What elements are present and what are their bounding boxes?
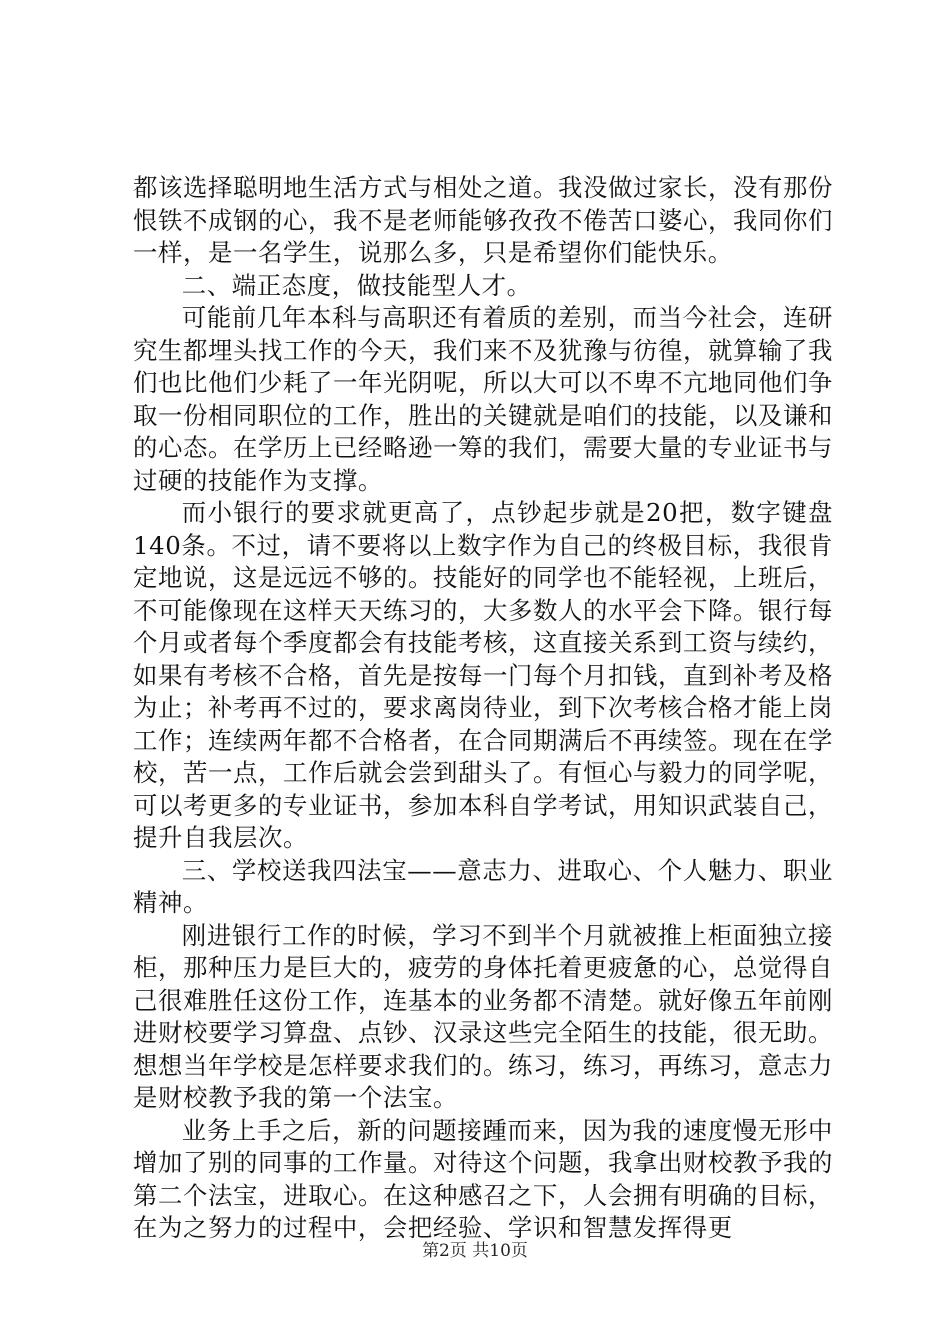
paragraph-4: 而小银行的要求就更高了，点钞起步就是20把，数字键盘140条。不过，请不要将以上数字作为自己的终极目标，我很肯定地说，这是远远不够的。技能好的同学也不能轻视，上班后，不可能像现在这样天天练习的，大多数人的水平会下降。银行每个月或者每个季度都会有技能考核，这直接关系到工资与续约，如果有考核不合格，首先是按每一门每个月扣钱，直到补考及格为止；补考再不过的，要求离岗待业，到下次考核合格才能上岗工作；连续两年都不合格者，在合同期满后不再续签。现在在学校，苦一点，工作后就会尝到甜头了。有恒心与毅力的同学呢，可以考更多的专业证书，参加本科自学考试，用知识武装自己，提升自我层次。 — [133, 498, 833, 852]
page-number-footer: 第2页 共10页 — [422, 1241, 528, 1261]
paragraph-1: 都该选择聪明地生活方式与相处之道。我没做过家长，没有那份恨铁不成钢的心，我不是老师能够孜孜不倦苦口婆心，我同你们一样，是一名学生，说那么多，只是希望你们能快乐。 — [133, 173, 833, 267]
paragraph-6: 刚进银行工作的时候，学习不到半个月就被推上柜面独立接柜，那种压力是巨大的，疲劳的身体托着更疲惫的心，总觉得自己很难胜任这份工作，连基本的业务都不清楚。就好像五年前刚进财校要学习算盘、点钞、汉录这些完全陌生的技能，很无助。想想当年学校是怎样要求我们的。练习，练习，再练习，意志力是财校教予我的第一个法宝。 — [133, 920, 833, 1112]
section-heading-3: 三、学校送我四法宝——意志力、进取心、个人魅力、职业精神。 — [133, 855, 833, 917]
document-body — [133, 172, 833, 1245]
section-heading-2: 二、端正态度，做技能型人才。 — [181, 270, 532, 300]
paragraph-3: 可能前几年本科与高职还有着质的差别，而当今社会，连研究生都埋头找工作的今天，我们来不及犹豫与彷徨，就算输了我们也比他们少耗了一年光阴呢，所以大可以不卑不亢地同他们争取一份相同职位的工作，胜出的关键就是咱们的技能，以及谦和的心态。在学历上已经略逊一筹的我们，需要大量的专业证书与过硬的技能作为支撑。 — [133, 303, 833, 495]
paragraph-7: 业务上手之后，新的问题接踵而来，因为我的速度慢无形中增加了别的同事的工作量。对待这个问题，我拿出财校教予我的第二个法宝，进取心。在这种感召之下，人会拥有明确的目标，在为之努力的过程中，会把经验、学识和智慧发挥得更 — [133, 1115, 833, 1242]
